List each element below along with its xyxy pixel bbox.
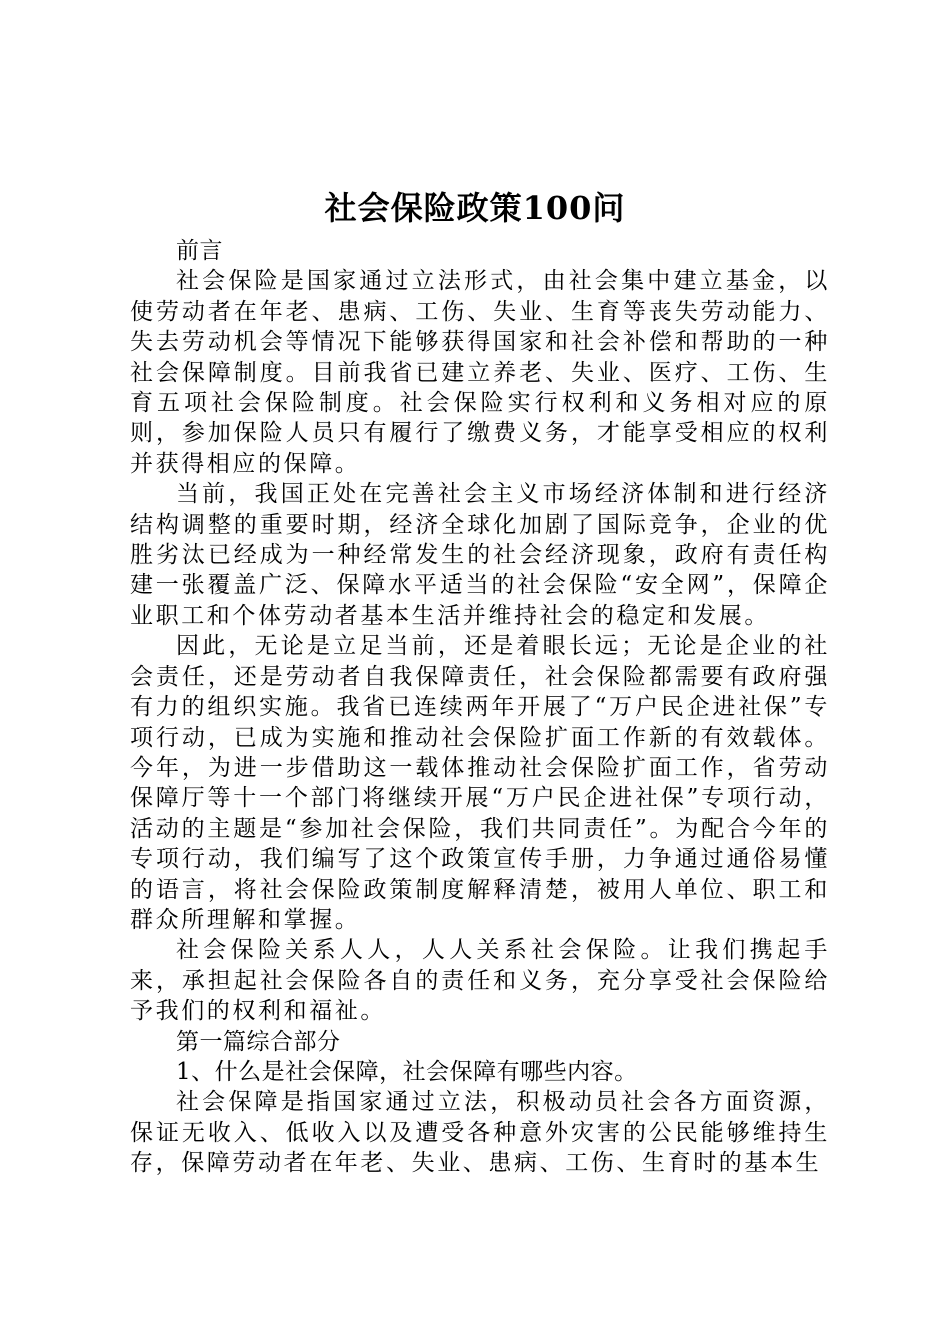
document-body [130,236,830,1179]
document-title: 社会保险政策100问 [324,189,626,227]
paragraph: 社会保险关系人人，人人关系社会保险。让我们携起手来，承担起社会保险各自的责任和义务，充分享受社会保险给予我们的权利和福祉。 [130,937,830,1025]
question-heading-1: 1、什么是社会保障，社会保障有哪些内容。 [176,1058,638,1085]
section-heading-part-one: 第一篇综合部分 [176,1028,341,1055]
paragraph: 社会保障是指国家通过立法，积极动员社会各方面资源，保证无收入、低收入以及遭受各种意外灾害的公民能够维持生存，保障劳动者在年老、失业、患病、工伤、生育时的基本生 [130,1089,830,1177]
section-heading-preface: 前言 [176,238,223,264]
paragraph: 当前，我国正处在完善社会主义市场经济体制和进行经济结构调整的重要时期，经济全球化加剧了国际竞争，企业的优胜劣汰已经成为一种经常发生的社会经济现象，政府有责任构建一张覆盖广泛、保障水平适当的社会保险“安全网”，保障企业职工和个体劳动者基本生活并维持社会的稳定和发展。 [130,481,830,629]
paragraph: 社会保险是国家通过立法形式，由社会集中建立基金，以使劳动者在年老、患病、工伤、失业、生育等丧失劳动能力、失去劳动机会等情况下能够获得国家和社会补偿和帮助的一种社会保障制度。目前我省已建立养老、失业、医疗、工伤、生育五项社会保险制度。社会保险实行权利和义务相对应的原则，参加保险人员只有履行了缴费义务，才能享受相应的权利并获得相应的保障。 [130,268,830,477]
paragraph: 因此，无论是立足当前，还是着眼长远；无论是企业的社会责任，还是劳动者自我保障责任，社会保险都需要有政府强有力的组织实施。我省已连续两年开展了“万户民企进社保”专项行动，已成为实施和推动社会保险扩面工作新的有效载体。今年，为进一步借助这一载体推动社会保险扩面工作，省劳动保障厅等十一个部门将继续开展“万户民企进社保”专项行动，活动的主题是“参加社会保险，我们共同责任”。为配合今年的专项行动，我们编写了这个政策宣传手册，力争通过通俗易懂的语言，将社会保险政策制度解释清楚，被用人单位、职工和群众所理解和掌握。 [130,633,830,933]
